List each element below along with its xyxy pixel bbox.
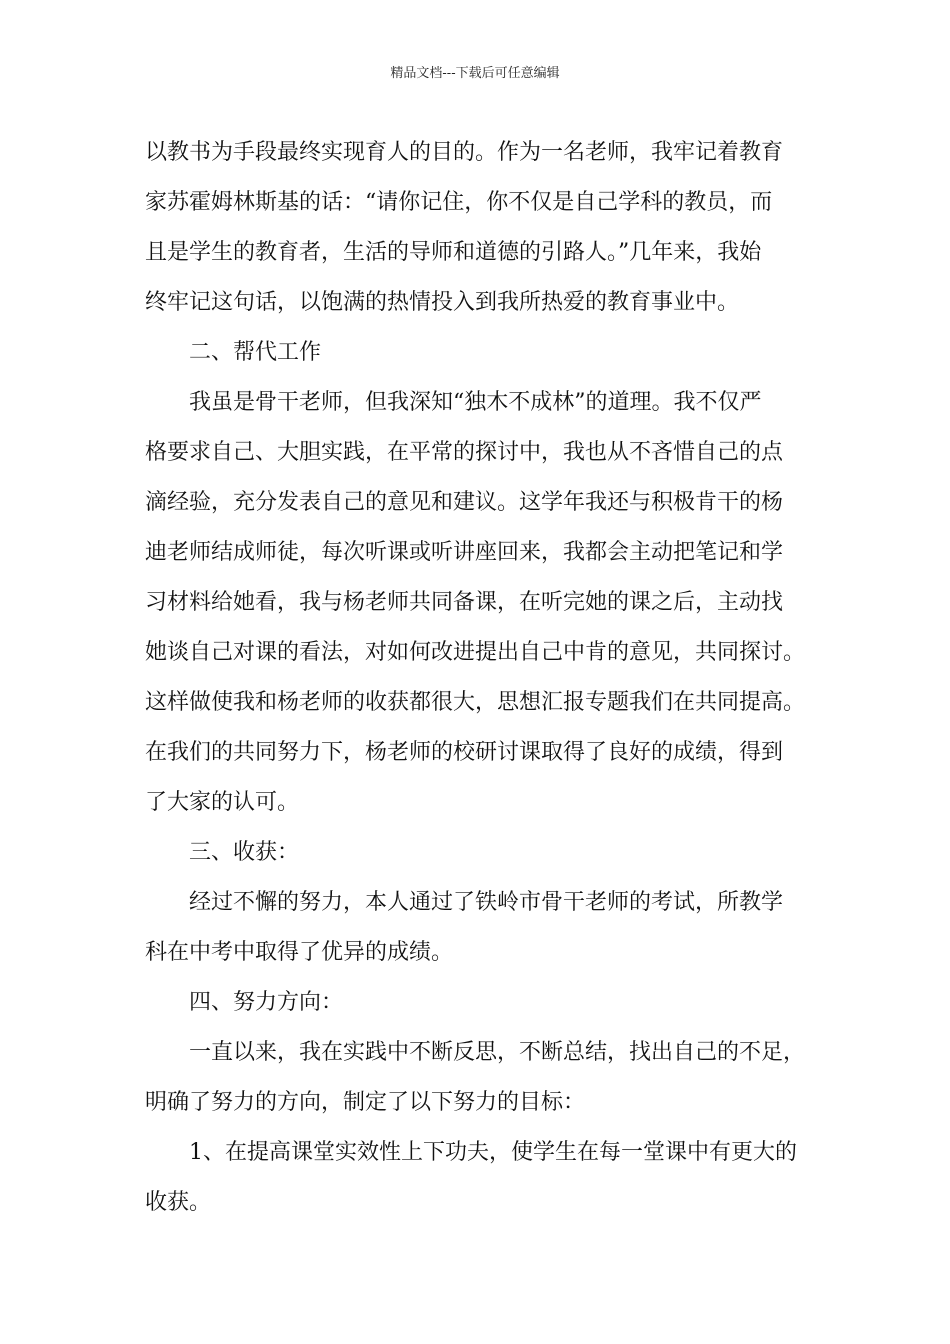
text-line: 习材料给她看，我与杨老师共同备课，在听完她的课之后，主动找: [145, 590, 784, 615]
text-line: 这样做使我和杨老师的收获都很大，思想汇报专题我们在共同提高。: [145, 690, 806, 715]
text-line: 以教书为手段最终实现育人的目的。作为一名老师，我牢记着教育: [145, 140, 784, 165]
text-line: 滴经验，充分发表自己的意见和建议。这学年我还与积极肯干的杨: [145, 490, 784, 515]
text-line: 迪老师结成师徒，每次听课或听讲座回来，我都会主动把笔记和学: [145, 540, 784, 565]
text-line: 了大家的认可。: [145, 790, 300, 815]
text-line: 我虽是骨干老师，但我深知“独木不成林”的道理。我不仅严: [189, 390, 762, 415]
text-line: 二、帮代工作: [189, 340, 322, 365]
page-header: 精品文档---下载后可任意编辑: [390, 66, 560, 81]
text-line: 四、努力方向：: [189, 990, 344, 1015]
text-line: 家苏霍姆林斯基的话：“请你记住，你不仅是自己学科的教员，而: [145, 190, 773, 215]
text-line: 三、收获：: [189, 840, 300, 865]
text-line: 1、在提高课堂实效性上下功夫，使学生在每一堂课中有更大的: [189, 1140, 797, 1165]
text-line: 收获。: [145, 1190, 212, 1215]
text-line: 她谈自己对课的看法，对如何改进提出自己中肯的意见，共同探讨。: [145, 640, 806, 665]
text-line: 一直以来，我在实践中不断反思，不断总结，找出自己的不足，: [189, 1040, 806, 1065]
text-line: 明确了努力的方向，制定了以下努力的目标：: [145, 1090, 586, 1115]
text-line: 经过不懈的努力，本人通过了铁岭市骨干老师的考试，所教学: [189, 890, 784, 915]
text-line: 在我们的共同努力下，杨老师的校研讨课取得了良好的成绩，得到: [145, 740, 784, 765]
text-line: 且是学生的教育者，生活的导师和道德的引路人。”几年来，我始: [145, 240, 762, 265]
text-line: 终牢记这句话，以饱满的热情投入到我所热爱的教育事业中。: [145, 290, 740, 315]
text-line: 格要求自己、大胆实践，在平常的探讨中，我也从不吝惜自己的点: [145, 440, 784, 465]
text-line: 科在中考中取得了优异的成绩。: [145, 940, 454, 965]
document-body: [145, 128, 820, 1228]
